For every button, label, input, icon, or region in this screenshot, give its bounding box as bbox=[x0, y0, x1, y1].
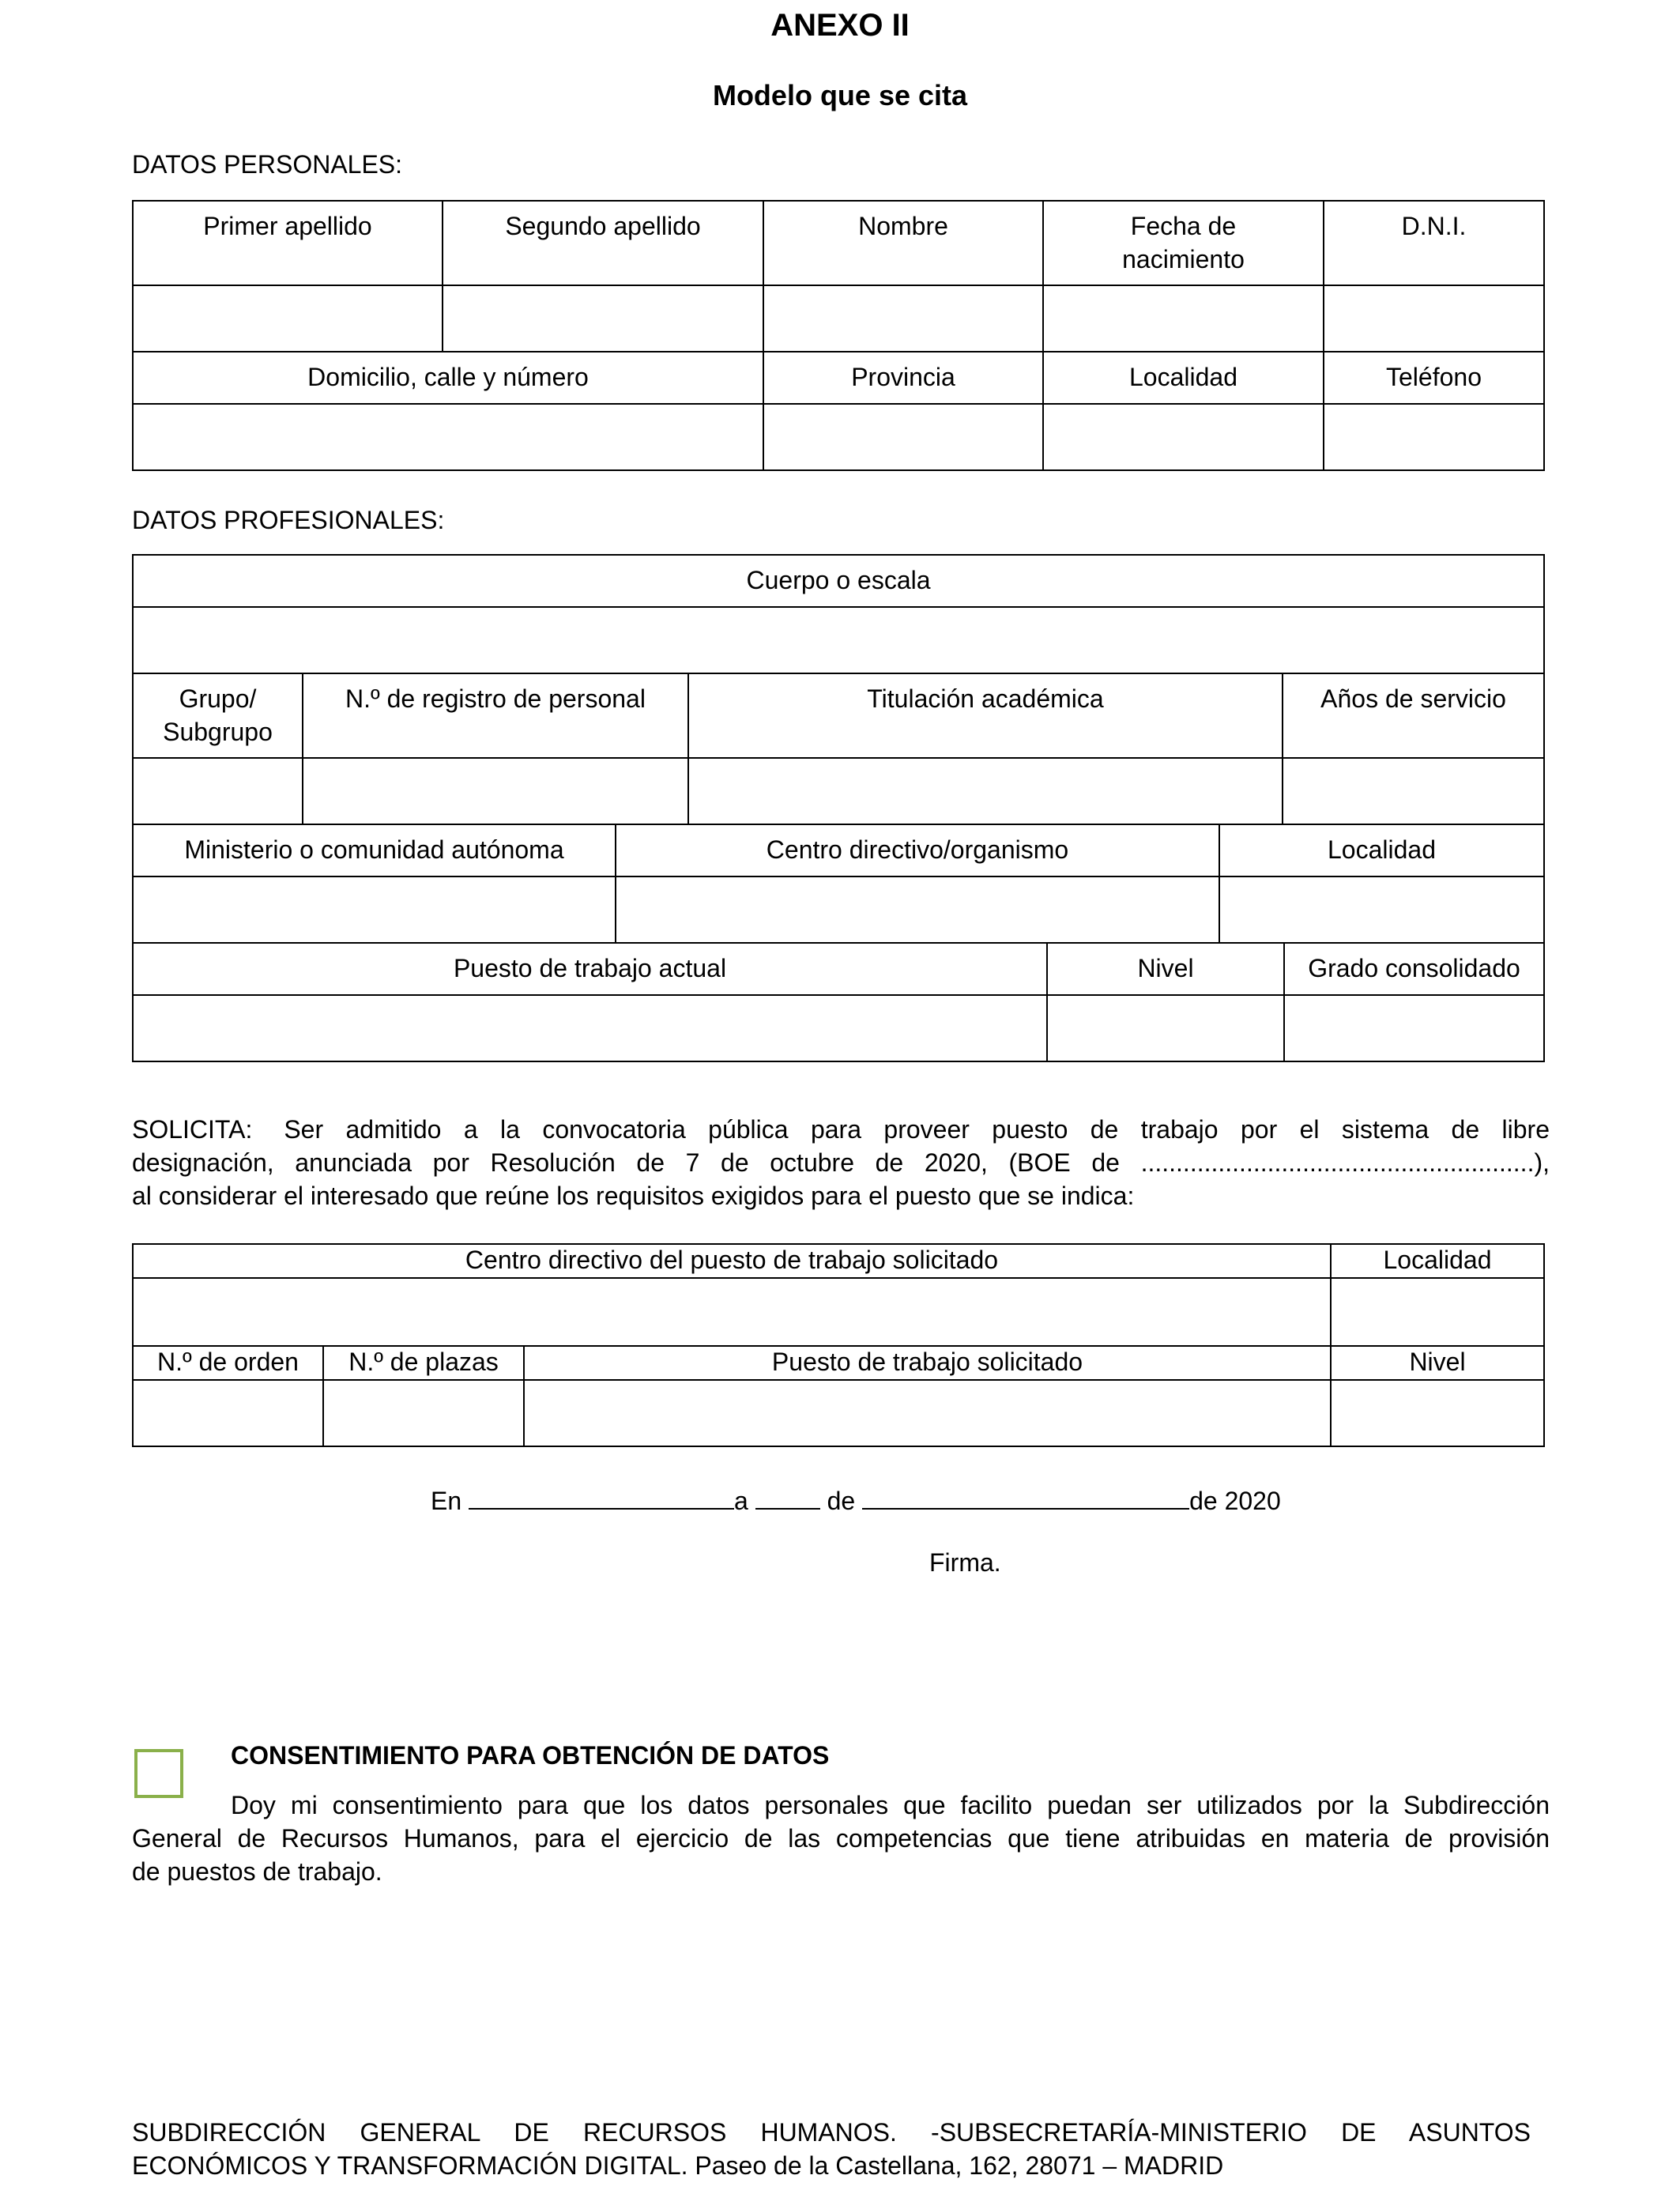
field-segundo-apellido[interactable] bbox=[443, 285, 763, 352]
page-title: ANEXO II bbox=[770, 8, 910, 43]
field-telefono[interactable] bbox=[1324, 404, 1544, 470]
label-nivel: Nivel bbox=[1047, 943, 1284, 995]
footer bbox=[132, 2116, 1531, 2182]
personal-data-heading: DATOS PERSONALES: bbox=[132, 150, 403, 179]
label-grado-consolidado: Grado consolidado bbox=[1284, 943, 1544, 995]
field-grado-consolidado[interactable] bbox=[1284, 995, 1544, 1061]
label-ministerio: Ministerio o comunidad autónoma bbox=[133, 824, 616, 876]
label-centro-solicitado: Centro directivo del puesto de trabajo solicitado bbox=[133, 1244, 1331, 1278]
personal-data-table bbox=[132, 200, 1545, 471]
field-localidad[interactable] bbox=[1043, 404, 1324, 470]
consent-line-3: de puestos de trabajo. bbox=[132, 1857, 382, 1886]
label-nivel-solicitado: Nivel bbox=[1331, 1346, 1544, 1380]
field-numero-plazas[interactable] bbox=[323, 1380, 524, 1446]
professional-data-heading: DATOS PROFESIONALES: bbox=[132, 506, 445, 534]
label-segundo-apellido: Segundo apellido bbox=[443, 201, 763, 285]
field-dia[interactable] bbox=[755, 1481, 820, 1510]
request-table bbox=[132, 1243, 1545, 1447]
solicita-line-2: designación, anunciada por Resolución de 7 de octubre de 2020, (BOE de ........................................................), bbox=[132, 1148, 1550, 1177]
field-anos-servicio[interactable] bbox=[1283, 758, 1544, 824]
solicita-paragraph bbox=[132, 1113, 1550, 1212]
solicita-line-1: Ser admitido a la convocatoria pública para proveer puesto de trabajo por el sistema de libre bbox=[284, 1115, 1550, 1144]
field-localidad-destino[interactable] bbox=[1219, 876, 1544, 943]
label-localidad-solicitada: Localidad bbox=[1331, 1244, 1544, 1278]
field-puesto-actual[interactable] bbox=[133, 995, 1047, 1061]
field-domicilio[interactable] bbox=[133, 404, 763, 470]
field-fecha-nacimiento[interactable] bbox=[1043, 285, 1324, 352]
field-provincia[interactable] bbox=[763, 404, 1043, 470]
label-domicilio: Domicilio, calle y número bbox=[133, 352, 763, 404]
professional-table-destino bbox=[132, 824, 1545, 944]
date-year: de 2020 bbox=[1189, 1487, 1281, 1515]
label-centro-directivo: Centro directivo/organismo bbox=[616, 824, 1219, 876]
label-provincia: Provincia bbox=[763, 352, 1043, 404]
solicita-line-3: al considerar el interesado que reúne los requisitos exigidos para el puesto que se indica: bbox=[132, 1182, 1135, 1210]
consent-title: CONSENTIMIENTO PARA OBTENCIÓN DE DATOS bbox=[231, 1741, 830, 1770]
label-localidad-destino: Localidad bbox=[1219, 824, 1544, 876]
field-dni[interactable] bbox=[1324, 285, 1544, 352]
solicita-label: SOLICITA: bbox=[132, 1115, 253, 1144]
professional-table-cuerpo bbox=[132, 554, 1545, 825]
footer-line-2: ECONÓMICOS Y TRANSFORMACIÓN DIGITAL. Paseo de la Castellana, 162, 28071 – MADRID bbox=[132, 2151, 1224, 2180]
footer-line-1: SUBDIRECCIÓN GENERAL DE RECURSOS HUMANOS. -SUBSECRETARÍA-MINISTERIO DE ASUNTOS bbox=[132, 2118, 1531, 2147]
label-fecha-nacimiento: Fecha de nacimiento bbox=[1043, 201, 1324, 285]
professional-table-puesto bbox=[132, 942, 1545, 1062]
label-nombre: Nombre bbox=[763, 201, 1043, 285]
field-titulacion[interactable] bbox=[688, 758, 1283, 824]
field-puesto-solicitado[interactable] bbox=[524, 1380, 1331, 1446]
label-dni: D.N.I. bbox=[1324, 201, 1544, 285]
label-titulacion: Titulación académica bbox=[688, 673, 1283, 758]
field-nivel[interactable] bbox=[1047, 995, 1284, 1061]
label-numero-orden: N.º de orden bbox=[133, 1346, 323, 1380]
field-mes[interactable] bbox=[862, 1481, 1189, 1510]
field-centro-directivo[interactable] bbox=[616, 876, 1219, 943]
label-numero-plazas: N.º de plazas bbox=[323, 1346, 524, 1380]
date-en: En bbox=[431, 1487, 462, 1515]
label-registro-personal: N.º de registro de personal bbox=[303, 673, 688, 758]
consent-line-1: Doy mi consentimiento para que los datos personales que facilito puedan ser utilizados por la Subdirección bbox=[231, 1791, 1550, 1819]
field-cuerpo-escala[interactable] bbox=[133, 607, 1544, 673]
date-a: a bbox=[734, 1487, 748, 1515]
label-cuerpo-escala: Cuerpo o escala bbox=[133, 555, 1544, 607]
label-puesto-actual: Puesto de trabajo actual bbox=[133, 943, 1047, 995]
label-telefono: Teléfono bbox=[1324, 352, 1544, 404]
label-anos-servicio: Años de servicio bbox=[1283, 673, 1544, 758]
label-puesto-solicitado: Puesto de trabajo solicitado bbox=[524, 1346, 1331, 1380]
field-lugar[interactable] bbox=[469, 1481, 734, 1510]
field-localidad-solicitada[interactable] bbox=[1331, 1278, 1544, 1346]
firma-label: Firma. bbox=[929, 1548, 1001, 1577]
date-line bbox=[431, 1481, 1281, 1517]
label-localidad: Localidad bbox=[1043, 352, 1324, 404]
field-ministerio[interactable] bbox=[133, 876, 616, 943]
field-centro-solicitado[interactable] bbox=[133, 1278, 1331, 1346]
label-primer-apellido: Primer apellido bbox=[133, 201, 443, 285]
label-grupo-subgrupo: Grupo/ Subgrupo bbox=[133, 673, 303, 758]
page-subtitle: Modelo que se cita bbox=[712, 79, 968, 111]
field-registro-personal[interactable] bbox=[303, 758, 688, 824]
field-primer-apellido[interactable] bbox=[133, 285, 443, 352]
field-nivel-solicitado[interactable] bbox=[1331, 1380, 1544, 1446]
date-de: de bbox=[827, 1487, 856, 1515]
field-numero-orden[interactable] bbox=[133, 1380, 323, 1446]
field-nombre[interactable] bbox=[763, 285, 1043, 352]
field-grupo-subgrupo[interactable] bbox=[133, 758, 303, 824]
consent-line-2: General de Recursos Humanos, para el ejercicio de las competencias que tiene atribuidas en materia de provisión bbox=[132, 1824, 1550, 1853]
consent-paragraph bbox=[132, 1789, 1550, 1888]
